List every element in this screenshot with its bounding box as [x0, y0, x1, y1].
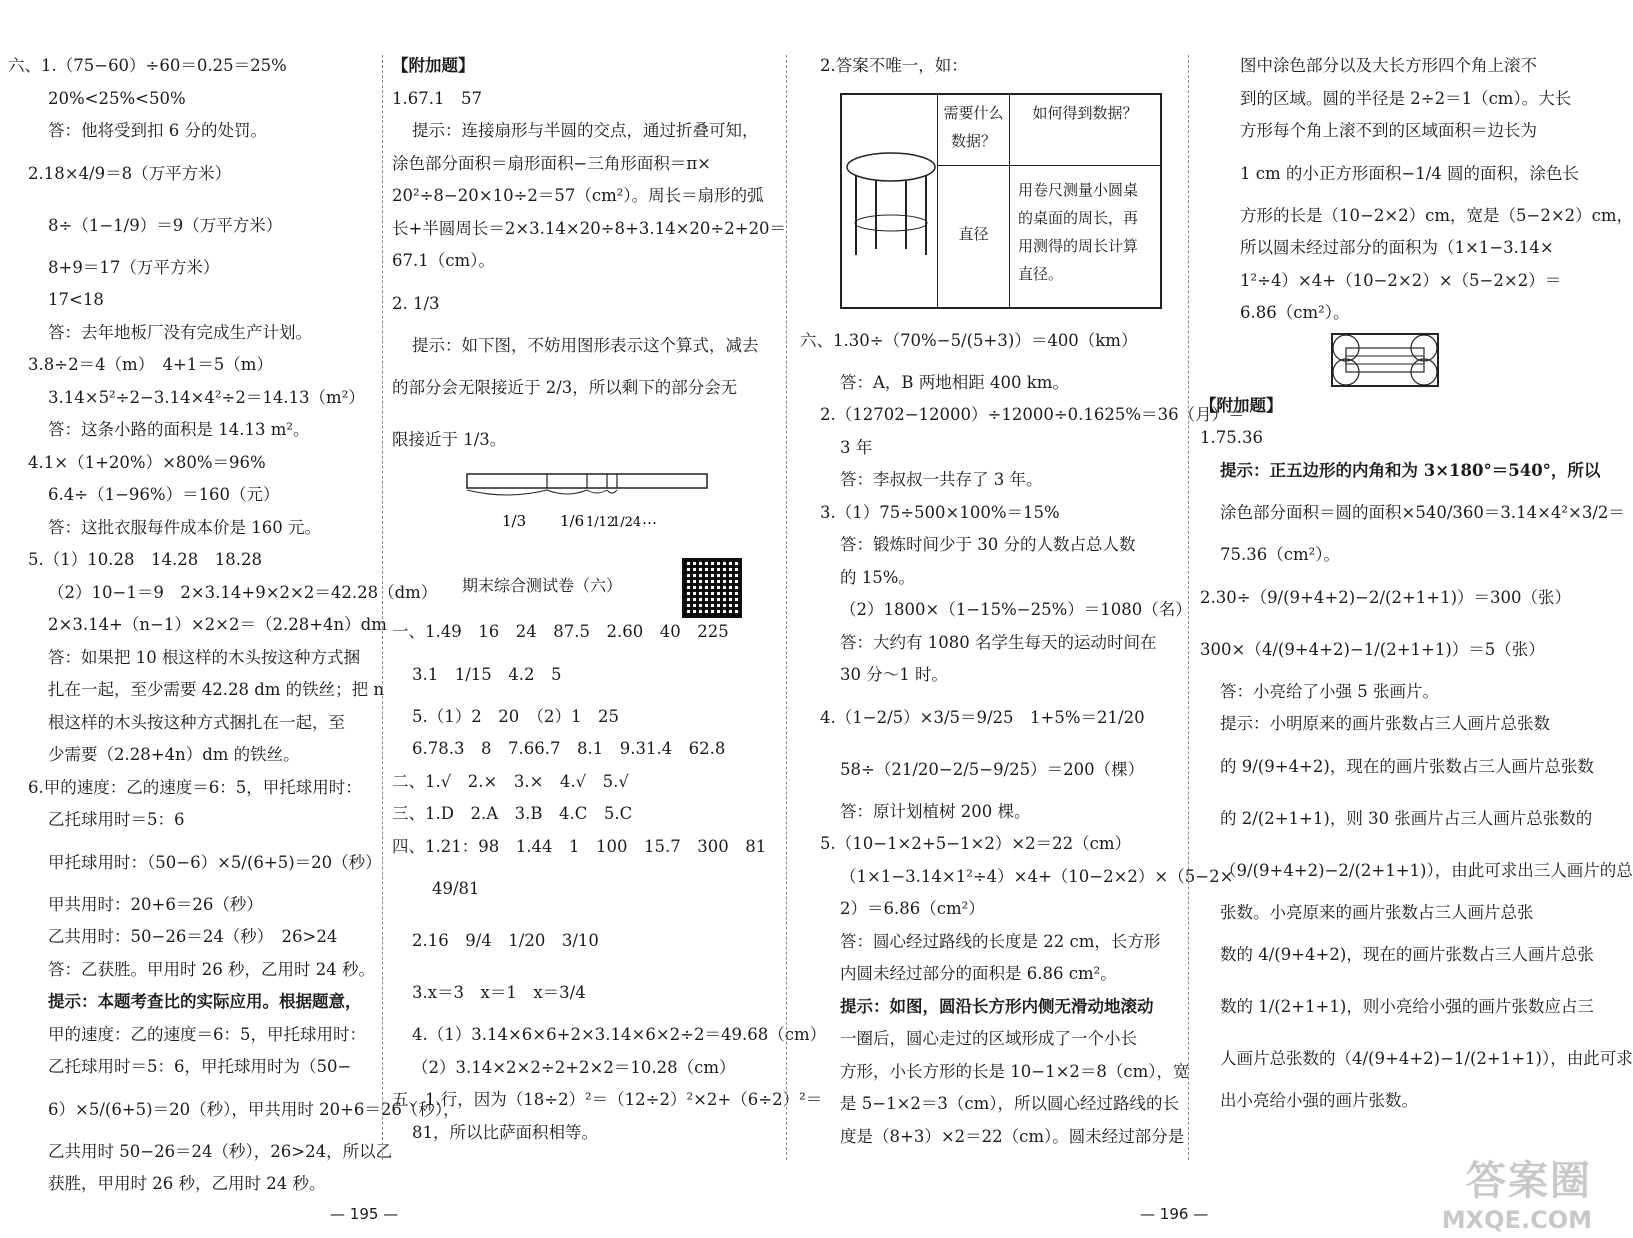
text-line: 答：A，B 两地相距 400 km。	[840, 372, 1069, 392]
text-line: 一、1.49 16 24 87.5 2.60 40 225	[392, 622, 729, 641]
text-line: 乙托球用时＝5：6，甲托球用时为（50−	[48, 1057, 352, 1076]
text-line: 提示：如图，圆沿长方形内侧无滑动地滚动	[840, 996, 1154, 1016]
text-line: 答：乙获胜。甲用时 26 秒，乙用时 24 秒。	[48, 959, 375, 979]
text-line: 4.1×（1+20%）×80%＝96%	[28, 452, 266, 472]
text-line: 8÷（1−1/9）＝9（万平方米）	[48, 215, 283, 235]
text-line: 3 年	[840, 437, 873, 457]
text-line: 6.甲的速度：乙的速度＝6：5，甲托球用时：	[28, 777, 362, 797]
text-line: 2.30÷（9/(9+4+2)−2/(2+1+1)）＝300（张）	[1200, 587, 1572, 607]
table-header-how: 如何得到数据？	[1009, 93, 1160, 165]
text-line: 方形每个角上滚不到的区域面积＝边长为	[1240, 121, 1537, 140]
text-line: 20%<25%<50%	[48, 88, 186, 108]
qr-code	[682, 558, 742, 618]
text-line: 1.75.36	[1200, 428, 1263, 447]
text-line: 答：这批衣服每件成本价是 160 元。	[48, 517, 321, 537]
text-line: （2）10−1＝9 2×3.14+9×2×2＝42.28（dm）	[48, 582, 438, 602]
page-number-right: — 196 —	[1140, 1205, 1209, 1223]
text-line: 的 2/(2+1+1)，则 30 张画片占三人画片总张数的	[1220, 808, 1593, 828]
bar-label: 1/12	[586, 515, 616, 530]
text-line: 甲托球用时：（50−6）×5/(6+5)＝20（秒）	[48, 852, 382, 872]
text-line: 涂色部分面积＝圆的面积×540/360＝3.14×4²×3/2＝	[1220, 503, 1625, 522]
text-line: 答：小亮给了小强 5 张画片。	[1220, 681, 1439, 701]
text-line: 答：大约有 1080 名学生每天的运动时间在	[840, 632, 1157, 652]
text-line: 1²÷4）×4+（10−2×2）×（5−2×2）＝	[1240, 270, 1562, 290]
text-line: 75.36（cm²）。	[1220, 545, 1340, 564]
rectangle-circles-svg	[1330, 332, 1440, 388]
text-line: 6.78.3 8 7.66.7 8.1 9.31.4 62.8	[412, 739, 726, 758]
text-line: 方形，小长方形的长是 10−1×2＝8（cm），宽	[840, 1061, 1190, 1081]
outer-rectangle	[1332, 334, 1438, 386]
text-line: 答：如果把 10 根这样的木头按这种方式捆	[48, 647, 360, 667]
text-line: 四、1.21：98 1.44 1 100 15.7 300 81	[392, 836, 767, 856]
text-line: 张数。小亮原来的画片张数占三人画片总张	[1220, 902, 1534, 922]
text-line: 六、1.（75−60）÷60＝0.25＝25%	[8, 56, 287, 75]
text-line: 67.1（cm）。	[392, 251, 495, 270]
text-line: 答：李叔叔一共存了 3 年。	[840, 470, 1043, 489]
text-line: 2.（12702−12000）÷12000÷0.1625%＝36（月）＝	[820, 405, 1245, 424]
text-line: 3.（1）75÷500×100%＝15%	[820, 502, 1060, 522]
text-line: 出小亮给小强的画片张数。	[1220, 1091, 1418, 1110]
text-line: 乙托球用时＝5：6	[48, 810, 185, 829]
text-line: （1×1−3.14×1²÷4）×4+（10−2×2）×（5−2×	[840, 866, 1234, 886]
round-table-illustration	[844, 145, 939, 265]
text-line: 提示：如下图，不妨用图形表示这个算式，减去	[412, 335, 759, 355]
text-line: 提示：本题考查比的实际应用。根据题意，	[48, 992, 362, 1011]
text-line: 答：这条小路的面积是 14.13 m²。	[48, 420, 310, 439]
text-line: 所以圆未经过部分的面积为（1×1−3.14×	[1240, 238, 1554, 257]
text-line: 甲共用时：20+6＝26（秒）	[48, 894, 263, 914]
text-line: 2）＝6.86（cm²）	[840, 899, 985, 918]
text-line: 6）×5/(6+5)＝20（秒），甲共用时 20+6＝26（秒），	[48, 1099, 460, 1119]
text-line: 1.67.1 57	[392, 88, 482, 108]
text-line: 3.1 1/15 4.2 5	[412, 664, 562, 684]
text-line: 30 分～1 时。	[840, 665, 948, 684]
text-line: 方形的长是（10−2×2）cm，宽是（5−2×2）cm，	[1240, 205, 1633, 225]
text-line: 答：原计划植树 200 棵。	[840, 801, 1031, 821]
column-divider	[1188, 55, 1189, 1160]
text-line: 人画片总张数的（4/(9+4+2)−1/(2+1+1)），由此可求	[1220, 1049, 1633, 1068]
bar-label: 1/6	[560, 512, 585, 530]
text-line: 图中涂色部分以及大长方形四个角上滚不	[1240, 56, 1537, 75]
text-line: （9/(9+4+2)−2/(2+1+1)），由此可求出三人画片的总	[1220, 860, 1633, 880]
text-line: （2）3.14×2×2÷2+2×2＝10.28（cm）	[412, 1057, 736, 1077]
data-table-block	[800, 83, 1188, 315]
text-line: 提示：小明原来的画片张数占三人画片总张数	[1220, 714, 1550, 733]
text-line: 5.（1）2 20 （2）1 25	[412, 706, 619, 726]
bar-label: …	[642, 510, 657, 528]
watermark-url: MXQE.COM	[1441, 1206, 1592, 1234]
text-line: 3.x＝3 x＝1 x＝3/4	[412, 983, 586, 1002]
text-line: 获胜，甲用时 26 秒，乙用时 24 秒。	[48, 1174, 326, 1193]
text-line: 2×3.14+（n−1）×2×2＝（2.28+4n）dm	[48, 615, 387, 634]
table-ring	[855, 215, 927, 231]
text-line: 4.（1−2/5）×3/5＝9/25 1+5%＝21/20	[820, 707, 1145, 727]
text-line: 2. 1/3	[392, 293, 440, 313]
text-line: 300×（4/(9+4+2)−1/(2+1+1)）＝5（张）	[1200, 639, 1545, 659]
text-line: 乙共用时 50−26＝24（秒），26>24，所以乙	[48, 1141, 393, 1161]
brace	[587, 490, 607, 493]
brace	[607, 490, 617, 493]
text-line: 限接近于 1/3。	[392, 430, 507, 449]
section-heading: 【附加题】	[392, 56, 475, 75]
text-line: 三、1.D 2.A 3.B 4.C 5.C	[392, 804, 633, 823]
text-line: 58÷（21/20−2/5−9/25）＝200（棵）	[840, 759, 1145, 779]
text-line: 2.16 9/4 1/20 3/10	[412, 931, 599, 950]
text-line: 的部分会无限接近于 2/3，所以剩下的部分会无	[392, 378, 738, 397]
test-title-row	[392, 556, 782, 616]
table-top	[847, 153, 935, 181]
text-line: 提示：正五边形的内角和为 3×180°＝540°，所以	[1220, 460, 1601, 480]
brace	[467, 490, 547, 495]
text-line: 五、1.行，因为（18÷2）²＝（12÷2）²×2+（6÷2）²＝	[392, 1090, 823, 1109]
text-line: 4.（1）3.14×6×6+2×3.14×6×2÷2＝49.68（cm）	[412, 1025, 827, 1044]
watermark	[1442, 1149, 1592, 1234]
data-table	[840, 93, 1162, 309]
watermark-text: 答案圈	[1466, 1158, 1592, 1204]
text-line: 答：圆心经过路线的长度是 22 cm，长方形	[840, 931, 1161, 951]
text-line: 到的区域。圆的半径是 2÷2＝1（cm）。大长	[1240, 88, 1572, 108]
text-line: （2）1800×（1−15%−25%）＝1080（名）	[840, 600, 1192, 619]
text-line: 一圈后，圆心走过的区域形成了一个小长	[840, 1029, 1137, 1048]
text-line: 是 5−1×2＝3（cm），所以圆心经过路线的长	[840, 1094, 1180, 1113]
text-line: 20²÷8−20×10÷2＝57（cm²）。周长＝扇形的弧	[392, 186, 764, 205]
text-line: 5.（10−1×2+5−1×2）×2＝22（cm）	[820, 834, 1132, 853]
page-number-right-value: 196	[1159, 1205, 1189, 1223]
text-line: 5.（1）10.28 14.28 18.28	[28, 550, 262, 569]
brace	[547, 490, 587, 494]
answer-column-4	[1200, 50, 1633, 1118]
fraction-bar-svg	[462, 466, 762, 556]
rolling-circle-figure	[1200, 330, 1592, 390]
text-line: 的 15%。	[840, 567, 915, 587]
text-line: 六、1.30÷（70%−5/(5+3)）＝400（km）	[800, 330, 1138, 350]
text-line: 6.86（cm²）。	[1240, 303, 1350, 322]
page-number-left: — 195 —	[330, 1205, 399, 1223]
text-line: 数的 4/(9+4+2)，现在的画片张数占三人画片总张	[1220, 945, 1594, 964]
column-divider	[382, 55, 383, 1160]
text-line: 3.8÷2＝4（m） 4+1＝5（m）	[28, 355, 273, 374]
section-heading: 【附加题】	[1200, 395, 1283, 415]
inner-rectangle	[1346, 348, 1424, 372]
text-line: 二、1.√ 2.× 3.× 4.√ 5.√	[392, 771, 629, 791]
text-line: 答：去年地板厂没有完成生产计划。	[48, 322, 312, 342]
text-line: 涂色部分面积＝扇形面积−三角形面积＝π×	[392, 153, 711, 173]
fraction-bar-diagram	[392, 466, 782, 556]
text-line: 度是（8+3）×2＝22（cm）。圆未经过部分是	[840, 1126, 1185, 1146]
text-line: 81，所以比萨面积相等。	[412, 1122, 598, 1142]
text-line: 数的 1/(2+1+1)，则小亮给小强的画片张数应占三	[1220, 997, 1594, 1016]
text-line: 的 9/(9+4+2)，现在的画片张数占三人画片总张数	[1220, 756, 1594, 776]
text-line: 甲的速度：乙的速度＝6：5，甲托球用时：	[48, 1024, 366, 1044]
text-line: 6.4÷（1−96%）＝160（元）	[48, 485, 280, 504]
text-line: 49/81	[432, 879, 480, 898]
text-line: 少需要（2.28+4n）dm 的铁丝。	[48, 745, 300, 764]
page-number-left-value: 195	[349, 1205, 379, 1223]
text-line: 1 cm 的小正方形面积−1/4 圆的面积，涂色长	[1240, 163, 1579, 183]
table-cell-need: 直径	[937, 165, 1009, 307]
text-line: 2.答案不唯一，如：	[820, 56, 968, 75]
text-line: 扎在一起，至少需要 42.28 dm 的铁丝；把 n	[48, 680, 385, 699]
bar-label: 1/3	[502, 512, 527, 530]
text-line: 8+9＝17（万平方米）	[48, 257, 220, 277]
text-line: 乙共用时：50−26＝24（秒） 26>24	[48, 927, 338, 946]
test-title: 期末综合测试卷（六）	[461, 576, 622, 595]
text-line: 根这样的木头按这种方式捆扎在一起，至	[48, 712, 345, 732]
text-line: 内圆未经过部分的面积是 6.86 cm²。	[840, 964, 1117, 983]
text-line: 2.18×4/9＝8（万平方米）	[28, 163, 232, 183]
text-line: 3.14×5²÷2−3.14×4²÷2＝14.13（m²）	[48, 387, 365, 407]
text-line: 答：他将受到扣 6 分的处罚。	[48, 121, 267, 140]
text-line: 提示：连接扇形与半圆的交点，通过折叠可知，	[412, 121, 759, 140]
text-line: 答：锻炼时间少于 30 分的人数占总人数	[840, 535, 1136, 554]
text-line: 长+半圆周长＝2×3.14×20÷8+3.14×20÷2+20＝	[392, 218, 787, 238]
table-header-need: 需要什么数据？	[937, 93, 1009, 165]
table-cell-how: 用卷尺测量小圆桌的桌面的周长，再用测得的周长计算直径。	[1009, 165, 1160, 307]
answer-column-2	[392, 50, 827, 1149]
bar-label: 1/24	[612, 515, 642, 530]
text-line: 17<18	[48, 290, 104, 309]
column-divider	[786, 55, 787, 1160]
